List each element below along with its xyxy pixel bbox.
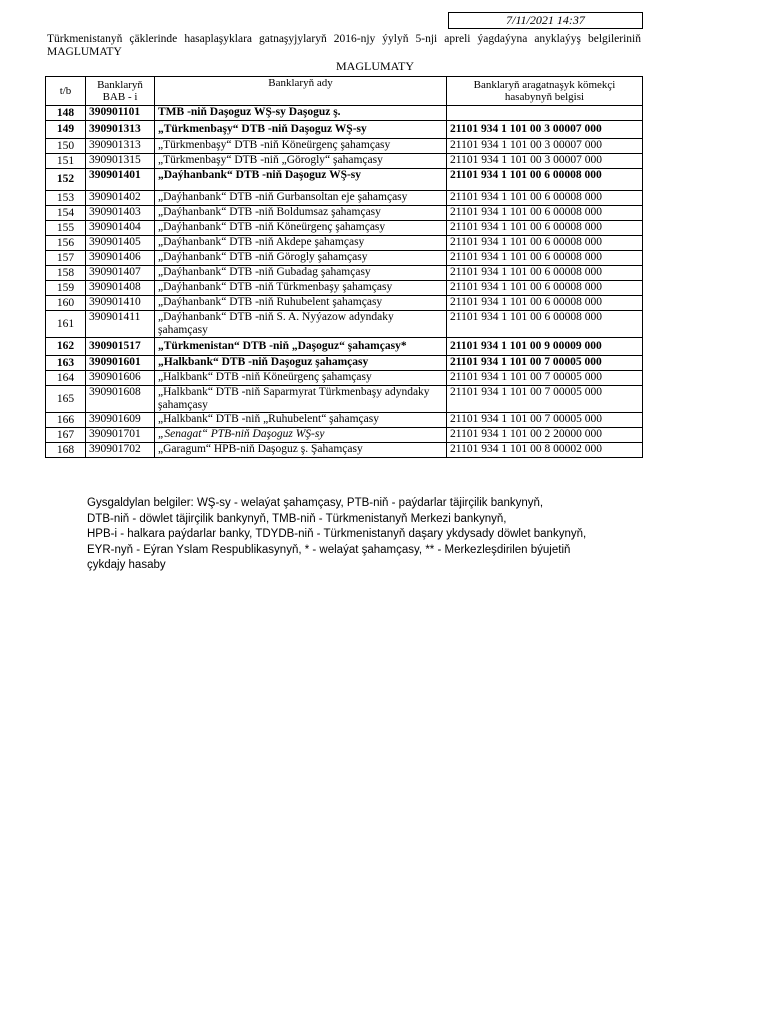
table-body [46, 106, 643, 458]
row-bank-name: „Garagum“ HPB-niň Daşoguz ş. Şahamçasy [155, 443, 447, 458]
row-bab-code: 390901609 [86, 413, 155, 428]
row-account-number: 21101 934 1 101 00 7 00005 000 [447, 386, 643, 413]
header-bank-name: Banklaryň ady [155, 77, 447, 106]
table-row [46, 311, 643, 338]
row-bank-name: „Senagat“ PTB-niň Daşoguz WŞ-sy [155, 428, 447, 443]
header-bab: Banklaryň BAB - i [86, 77, 155, 106]
row-bank-name: „Daýhanbank“ DTB -niň Gubadag şahamçasy [155, 266, 447, 281]
row-account-number: 21101 934 1 101 00 3 00007 000 [447, 139, 643, 154]
row-bank-name: „Daýhanbank“ DTB -niň Türkmenbaşy şahamçasy [155, 281, 447, 296]
row-bank-name: „Daýhanbank“ DTB -niň Görogly şahamçasy [155, 251, 447, 266]
row-account-number: 21101 934 1 101 00 3 00007 000 [447, 121, 643, 139]
row-number: 148 [46, 106, 86, 121]
row-bank-name: „Daýhanbank“ DTB -niň Ruhubelent şahamçasy [155, 296, 447, 311]
row-bank-name: „Halkbank“ DTB -niň „Ruhubelent“ şahamçasy [155, 413, 447, 428]
row-bank-name: „Daýhanbank“ DTB -niň Boldumsaz şahamçasy [155, 206, 447, 221]
row-account-number: 21101 934 1 101 00 6 00008 000 [447, 311, 643, 338]
row-number: 151 [46, 154, 86, 169]
row-account-number: 21101 934 1 101 00 6 00008 000 [447, 169, 643, 191]
row-account-number: 21101 934 1 101 00 6 00008 000 [447, 266, 643, 281]
table-row [46, 206, 643, 221]
row-number: 157 [46, 251, 86, 266]
row-bab-code: 390901410 [86, 296, 155, 311]
table-row [46, 221, 643, 236]
row-bab-code: 390901411 [86, 311, 155, 338]
footnote-line: EYR-nyň - Eýran Yslam Respublikasynyň, * - welaýat şahamçasy, ** - Merkezleşdirilen býujetiň [87, 543, 571, 556]
table-row [46, 356, 643, 371]
row-bab-code: 390901403 [86, 206, 155, 221]
row-number: 161 [46, 311, 86, 338]
table-row [46, 413, 643, 428]
row-bank-name: „Daýhanbank“ DTB -niň S. A. Nyýazow adyndaky şahamçasy [155, 311, 447, 338]
row-number: 160 [46, 296, 86, 311]
table-row [46, 121, 643, 139]
footnote-line: HPB-i - halkara paýdarlar banky, TDYDB-niň - Türkmenistanyň daşary ykdysady döwlet bankynyň, [87, 528, 587, 540]
row-account-number: 21101 934 1 101 00 3 00007 000 [447, 154, 643, 169]
table-row [46, 154, 643, 169]
document-title: MAGLUMATY [336, 59, 414, 73]
row-number: 168 [46, 443, 86, 458]
row-bank-name: „Daýhanbank“ DTB -niň Akdepe şahamçasy [155, 236, 447, 251]
row-number: 153 [46, 191, 86, 206]
row-account-number: 21101 934 1 101 00 6 00008 000 [447, 296, 643, 311]
row-account-number: 21101 934 1 101 00 6 00008 000 [447, 221, 643, 236]
table-row [46, 443, 643, 458]
row-number: 154 [46, 206, 86, 221]
row-bank-name: „Daýhanbank“ DTB -niň Köneürgenç şahamçasy [155, 221, 447, 236]
row-bab-code: 390901402 [86, 191, 155, 206]
row-bank-name: „Halkbank“ DTB -niň Daşoguz şahamçasy [155, 356, 447, 371]
row-account-number [447, 106, 643, 121]
row-number: 152 [46, 169, 86, 191]
header-account: Banklaryň aragatnaşyk kömekçi hasabynyň belgisi [447, 77, 643, 106]
row-bab-code: 390901606 [86, 371, 155, 386]
row-bab-code: 390901601 [86, 356, 155, 371]
row-number: 159 [46, 281, 86, 296]
footnotes [87, 496, 617, 574]
table-row [46, 338, 643, 356]
row-number: 165 [46, 386, 86, 413]
row-number: 167 [46, 428, 86, 443]
table-row [46, 281, 643, 296]
footnote-line: çykdajy hasaby [87, 559, 166, 571]
row-account-number: 21101 934 1 101 00 7 00005 000 [447, 371, 643, 386]
report-datetime: 7/11/2021 14:37 [448, 12, 643, 29]
row-bank-name: „Türkmenistan“ DTB -niň „Daşoguz“ şahamçasy* [155, 338, 447, 356]
table-row [46, 139, 643, 154]
banks-table [45, 76, 643, 458]
row-account-number: 21101 934 1 101 00 6 00008 000 [447, 236, 643, 251]
row-number: 155 [46, 221, 86, 236]
row-bab-code: 390901702 [86, 443, 155, 458]
row-account-number: 21101 934 1 101 00 6 00008 000 [447, 191, 643, 206]
table-row [46, 236, 643, 251]
row-bab-code: 390901517 [86, 338, 155, 356]
row-bab-code: 390901101 [86, 106, 155, 121]
table-row [46, 428, 643, 443]
row-bab-code: 390901315 [86, 154, 155, 169]
row-number: 164 [46, 371, 86, 386]
row-number: 158 [46, 266, 86, 281]
document-title-row [0, 60, 595, 73]
row-bab-code: 390901404 [86, 221, 155, 236]
row-number: 150 [46, 139, 86, 154]
row-account-number: 21101 934 1 101 00 8 00002 000 [447, 443, 643, 458]
table-row [46, 371, 643, 386]
table-row [46, 251, 643, 266]
row-bab-code: 390901406 [86, 251, 155, 266]
row-bab-code: 390901408 [86, 281, 155, 296]
row-bab-code: 390901405 [86, 236, 155, 251]
row-bab-code: 390901401 [86, 169, 155, 191]
row-account-number: 21101 934 1 101 00 6 00008 000 [447, 281, 643, 296]
row-number: 149 [46, 121, 86, 139]
row-bab-code: 390901313 [86, 121, 155, 139]
row-account-number: 21101 934 1 101 00 7 00005 000 [447, 356, 643, 371]
row-bank-name: „Türkmenbaşy“ DTB -niň „Görogly“ şahamçasy [155, 154, 447, 169]
row-account-number: 21101 934 1 101 00 6 00008 000 [447, 206, 643, 221]
row-account-number: 21101 934 1 101 00 7 00005 000 [447, 413, 643, 428]
table-row [46, 386, 643, 413]
row-number: 162 [46, 338, 86, 356]
row-bank-name: TMB -niň Daşoguz WŞ-sy Daşoguz ş. [155, 106, 447, 121]
footnote-line: DTB-niň - döwlet täjirçilik bankynyň, TMB-niň - Türkmenistanyň Merkezi bankynyň, [87, 512, 507, 525]
table-row [46, 266, 643, 281]
row-bab-code: 390901701 [86, 428, 155, 443]
row-account-number: 21101 934 1 101 00 9 00009 000 [447, 338, 643, 356]
row-number: 156 [46, 236, 86, 251]
table-row [46, 106, 643, 121]
row-bank-name: „Daýhanbank“ DTB -niň Daşoguz WŞ-sy [155, 169, 447, 191]
footnote-line: Gysgaldylan belgiler: WŞ-sy - welaýat şahamçasy, PTB-niň - paýdarlar täjirçilik bankynyň, [87, 497, 544, 509]
row-bank-name: „Daýhanbank“ DTB -niň Gurbansoltan eje şahamçasy [155, 191, 447, 206]
table-row [46, 169, 643, 191]
table-header-row [46, 77, 643, 106]
table-row [46, 296, 643, 311]
row-number: 163 [46, 356, 86, 371]
intro-text: Türkmenistanyň çäklerinde hasaplaşyklara gatnaşyjylaryň 2016-njy ýylyň 5-nji apreli ýagdaýyna anyklaýyş belgileriniň MAGLUMATY [47, 33, 641, 58]
row-bab-code: 390901313 [86, 139, 155, 154]
row-bab-code: 390901407 [86, 266, 155, 281]
row-number: 166 [46, 413, 86, 428]
row-bank-name: „Halkbank“ DTB -niň Saparmyrat Türkmenbaşy adyndaky şahamçasy [155, 386, 447, 413]
row-bank-name: „Türkmenbaşy“ DTB -niň Köneürgenç şahamçasy [155, 139, 447, 154]
row-account-number: 21101 934 1 101 00 6 00008 000 [447, 251, 643, 266]
table-row [46, 191, 643, 206]
row-account-number: 21101 934 1 101 00 2 20000 000 [447, 428, 643, 443]
row-bank-name: „Türkmenbaşy“ DTB -niň Daşoguz WŞ-sy [155, 121, 447, 139]
header-number: t/b [46, 77, 86, 106]
row-bab-code: 390901608 [86, 386, 155, 413]
row-bank-name: „Halkbank“ DTB -niň Köneürgenç şahamçasy [155, 371, 447, 386]
